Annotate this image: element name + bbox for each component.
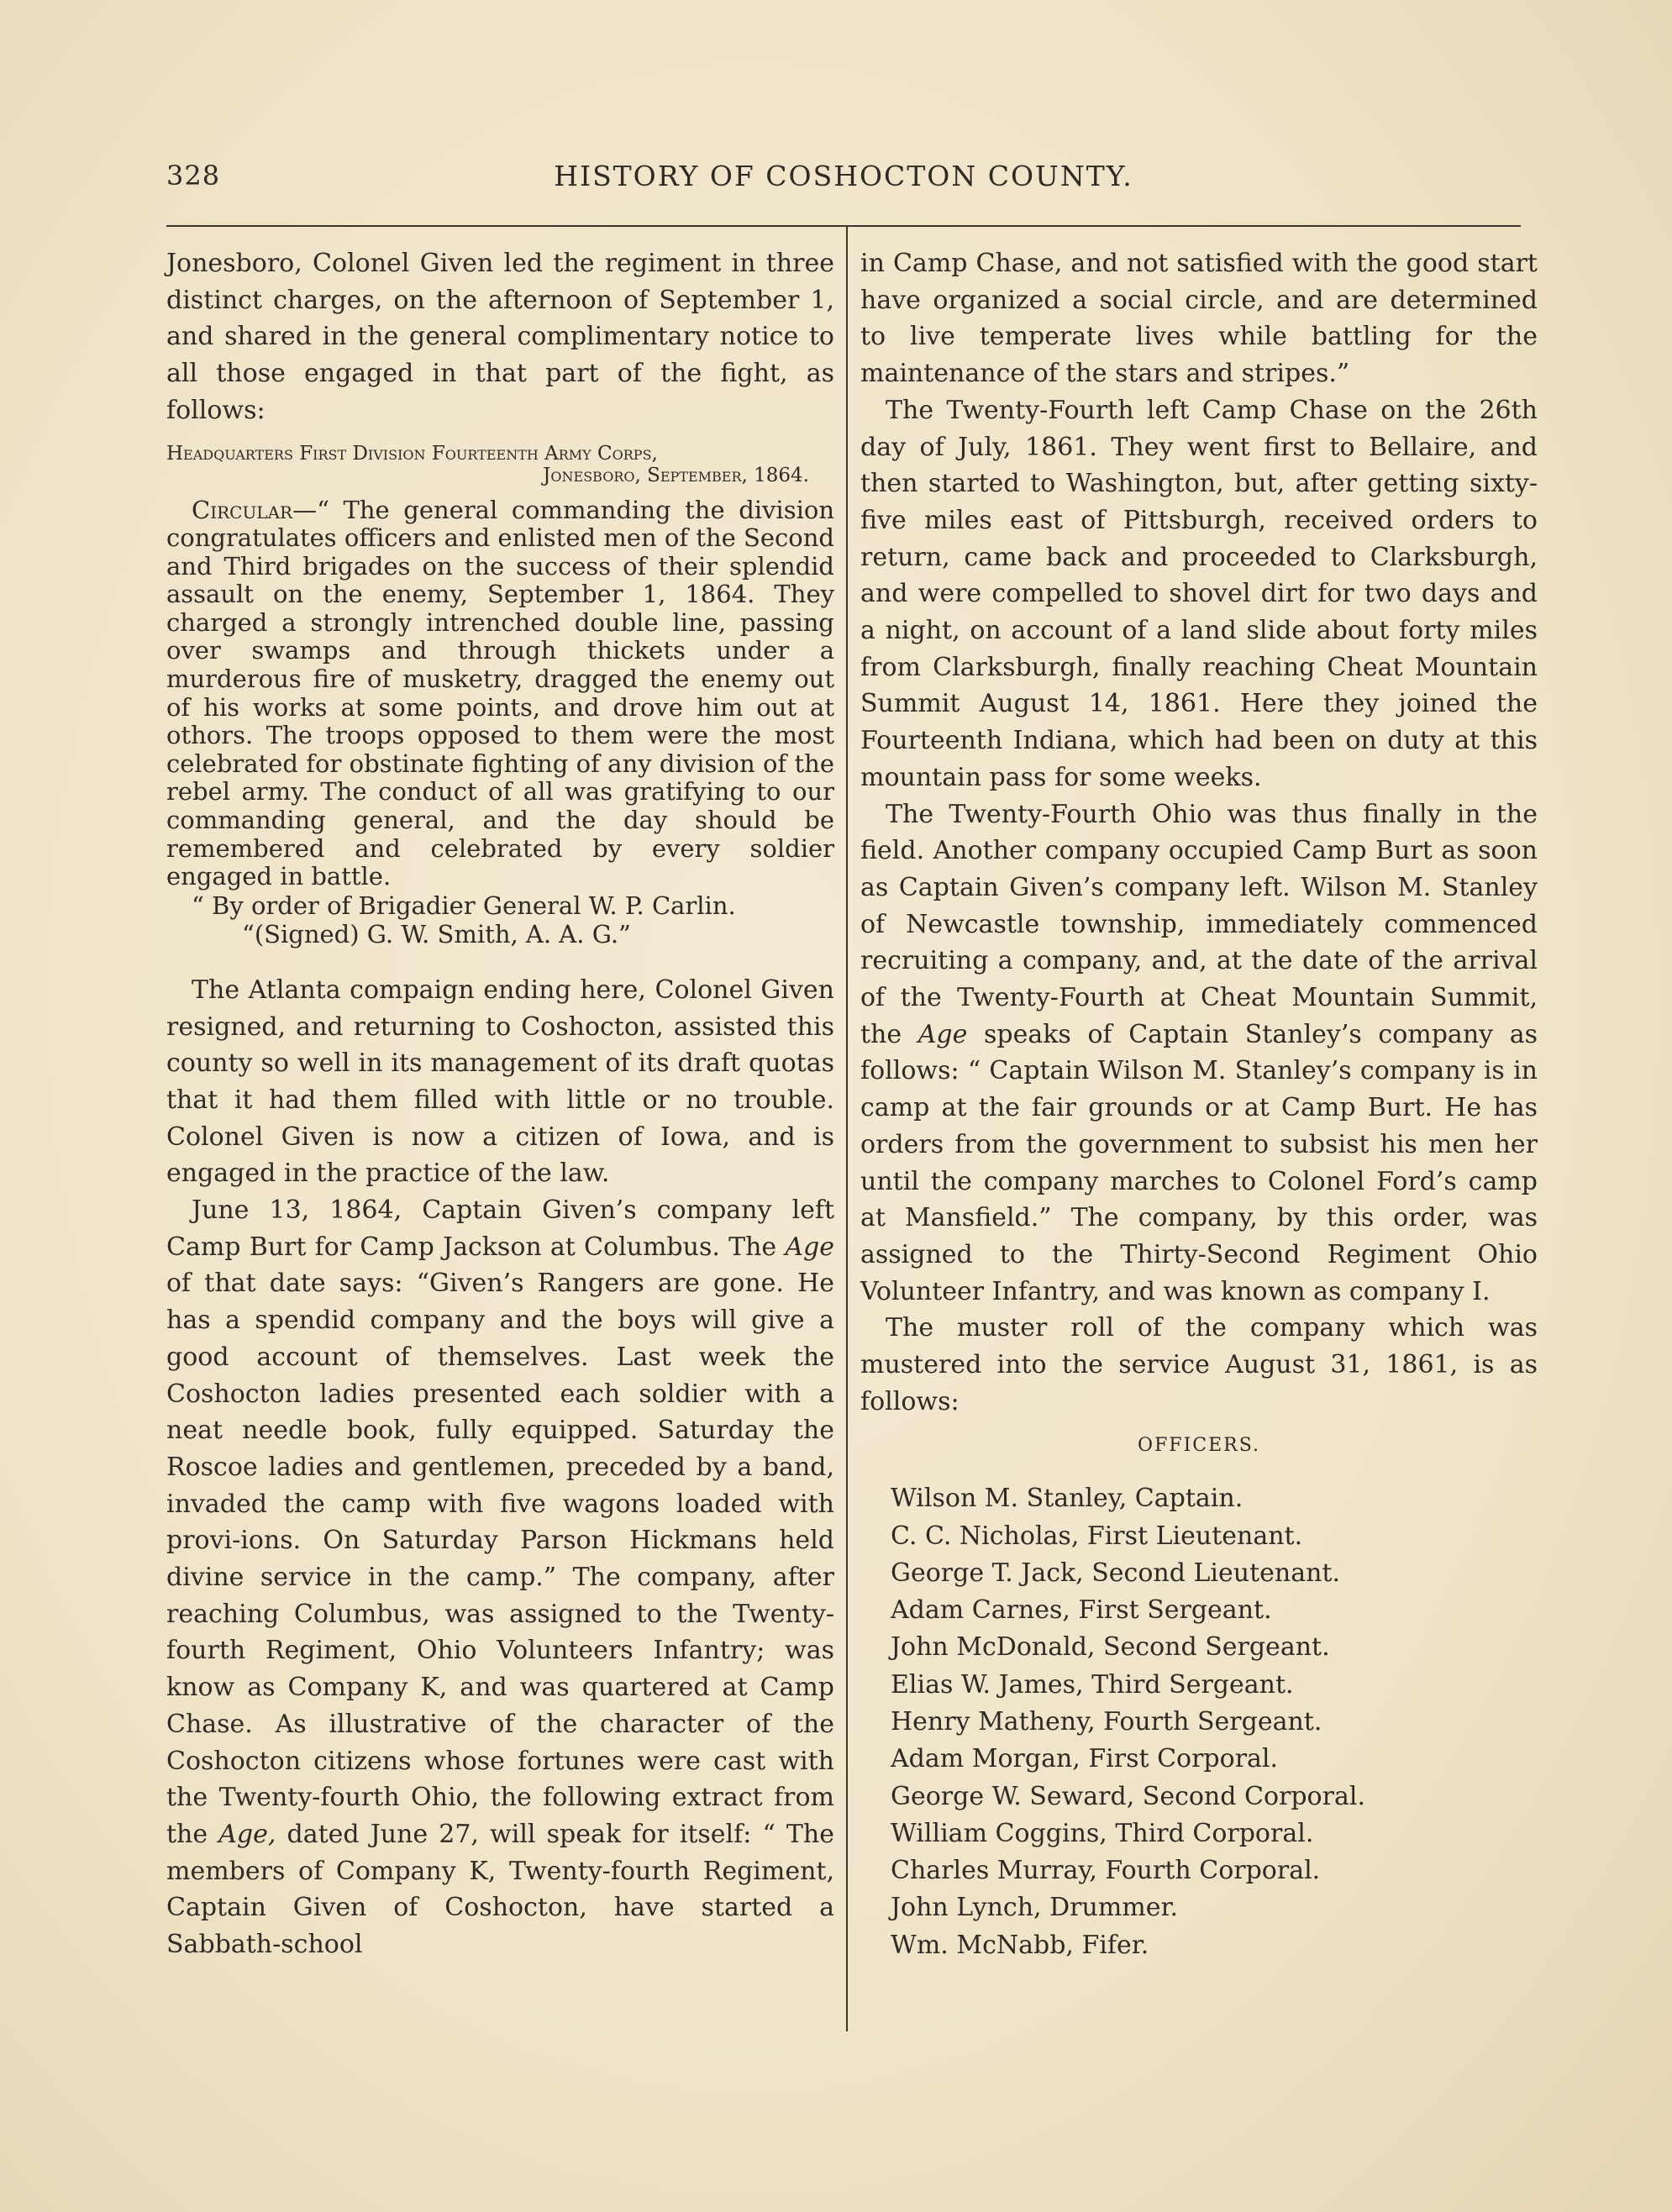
page-number: 328 [166, 160, 221, 192]
officer-entry: Charles Murray, Fourth Corporal. [891, 1856, 1321, 1886]
officer-entry: George W. Seward, Second Corporal. [891, 1781, 1365, 1811]
paragraph: The Atlanta compaign ending here, Colonel Given resigned, and returning to Coshocton, assisted this county so well in its management of its draft quotas that it had them filled with little or no trouble. Colonel Given is now a citizen of Iowa, and is engaged in the practice of the law. [166, 975, 834, 1189]
paragraph: Jonesboro, Colonel Given led the regiment in three distinct charges, on the afternoon of September 1, and shared in the general complimentary notice to all those engaged in that part of the fight, as follows: [166, 249, 834, 425]
headquarters-place-date: Jonesboro, September, 1864. [543, 464, 809, 486]
text-run: The Twenty-Fourth Ohio was thus finally in the field. Another company occupied Camp Burt as soon as Captain Given’s company left. Wilson M. Stanley of Newcastle township, immediately commenced recruiting a company, and, at the date of the arrival of the Twenty-Fourth at Cheat Mountain Summit, the [860, 799, 1538, 1049]
text-run: of that date says: “Given’s Rangers are gone. He has a spendid company and the boys will give a good account of themselves. Last week the Coshocton ladies presented each soldier with a neat needle book, fully equipped. Saturday the Roscoe ladies and gentlemen, preceded by a band, invaded the camp with five wagons loaded with provi-ions. On Saturday Parson Hickmans held divine service in the camp.” The company, after reaching Columbus, was assigned to the Twenty-fourth Regiment, Ohio Volunteers Infantry; was know as Company K, and was quartered at Camp Chase. As illustrative of the character of the Coshocton citizens whose fortunes were cast with the Twenty-fourth Ohio, the following extract from the [166, 1269, 834, 1849]
text-run: June 13, 1864, Captain Given’s company left Camp Burt for Camp Jackson at Columbus. The [166, 1195, 834, 1262]
text-run: speaks of Captain Stanley’s company as follows: “ Captain Wilson M. Stanley’s company is in camp at the fair grounds or at Camp Burt. He has orders from the government to subsist his men her until the company marches to Colonel Ford’s camp at Mansfield.” The company, by this order, was assigned to the Thirty-Second Regiment Ohio Volunteer Infantry, and was known as company I. [860, 1019, 1538, 1306]
right-column [860, 245, 1538, 1964]
officer-entry: John Lynch, Drummer. [891, 1893, 1179, 1923]
circular-label: Circular [192, 495, 293, 524]
left-column [166, 245, 834, 1963]
officer-entry: John McDonald, Second Sergeant. [891, 1632, 1330, 1663]
paragraph [166, 1192, 834, 1963]
text-run: dated June 27, will speak for itself: “ The members of Company K, Twenty-fourth Regiment, Captain Given of Coshocton, have started a Sabbath-school [166, 1820, 834, 1960]
newspaper-title: Age, [218, 1820, 276, 1849]
officer-entry: Wilson M. Stanley, Captain. [891, 1484, 1243, 1514]
signoff-signed: “(Signed) G. W. Smith, A. A. G.” [242, 919, 631, 948]
circular-signoff [166, 891, 834, 948]
spacer [166, 948, 834, 972]
headquarters-heading [166, 443, 834, 486]
paragraph: The Twenty-Fourth left Camp Chase on the 26th day of July, 1861. They went first to Bellaire, and then started to Washington, but, after getting sixty-five miles east of Pittsburgh, received orders to return, came back and proceeded to Clarksburgh, and were compelled to shovel dirt for two days and a night, on account of a land slide about forty miles from Clarksburgh, finally reaching Cheat Mountain Summit August 14, 1861. Here they joined the Fourteenth Indiana, which had been on duty at this mountain pass for some weeks. [860, 395, 1538, 792]
signoff-order: “ By order of Brigadier General W. P. Carlin. [192, 891, 736, 920]
running-title: HISTORY OF COSHOCTON COUNTY. [554, 160, 1133, 192]
officers-heading: OFFICERS. [1138, 1434, 1260, 1456]
paragraph [860, 796, 1538, 1311]
officer-entry: C. C. Nicholas, First Lieutenant. [891, 1521, 1303, 1551]
officer-entry: Elias W. James, Third Sergeant. [891, 1669, 1294, 1700]
headquarters-line: Headquarters First Division Fourteenth Army Corps, [166, 442, 658, 465]
paragraph: The muster roll of the company which was mustered into the service August 31, 1861, is as follows: [860, 1313, 1538, 1416]
newspaper-title: Age [917, 1019, 968, 1049]
officer-entry: Henry Matheny, Fourth Sergeant. [891, 1706, 1322, 1736]
circular-text [166, 497, 834, 891]
officers-list [860, 1480, 1538, 1964]
page-header [166, 160, 1521, 210]
header-rule [166, 225, 1521, 227]
officer-entry: William Coggins, Third Corporal. [891, 1818, 1314, 1848]
officer-entry: George T. Jack, Second Lieutenant. [891, 1558, 1341, 1588]
officer-entry: Adam Morgan, First Corporal. [891, 1744, 1279, 1774]
newspaper-title: Age [785, 1232, 834, 1262]
officer-entry: Wm. McNabb, Fifer. [891, 1930, 1149, 1960]
circular-body: —“ The general commanding the division congratulates officers and enlisted men of the Second and Third brigades on the success of their splendid assault on the enemy, September 1, 1864. They charged a strongly intrenched double line, passing over swamps and through thickets under a murderous fire of musketry, dragged the enemy out of his works at some points, and drove him out at othors. The troops opposed to them were the most celebrated for obstinate fighting of any division of the rebel army. The conduct of all was gratifying to our commanding general, and the day should be remembered and celebrated by every soldier engaged in battle. [166, 495, 834, 891]
paragraph: in Camp Chase, and not satisfied with the good start have organized a social circle, and are determined to live temperate lives while battling for the maintenance of the stars and stripes.” [860, 249, 1538, 389]
column-divider [846, 225, 848, 2031]
officer-entry: Adam Carnes, First Sergeant. [891, 1595, 1272, 1626]
